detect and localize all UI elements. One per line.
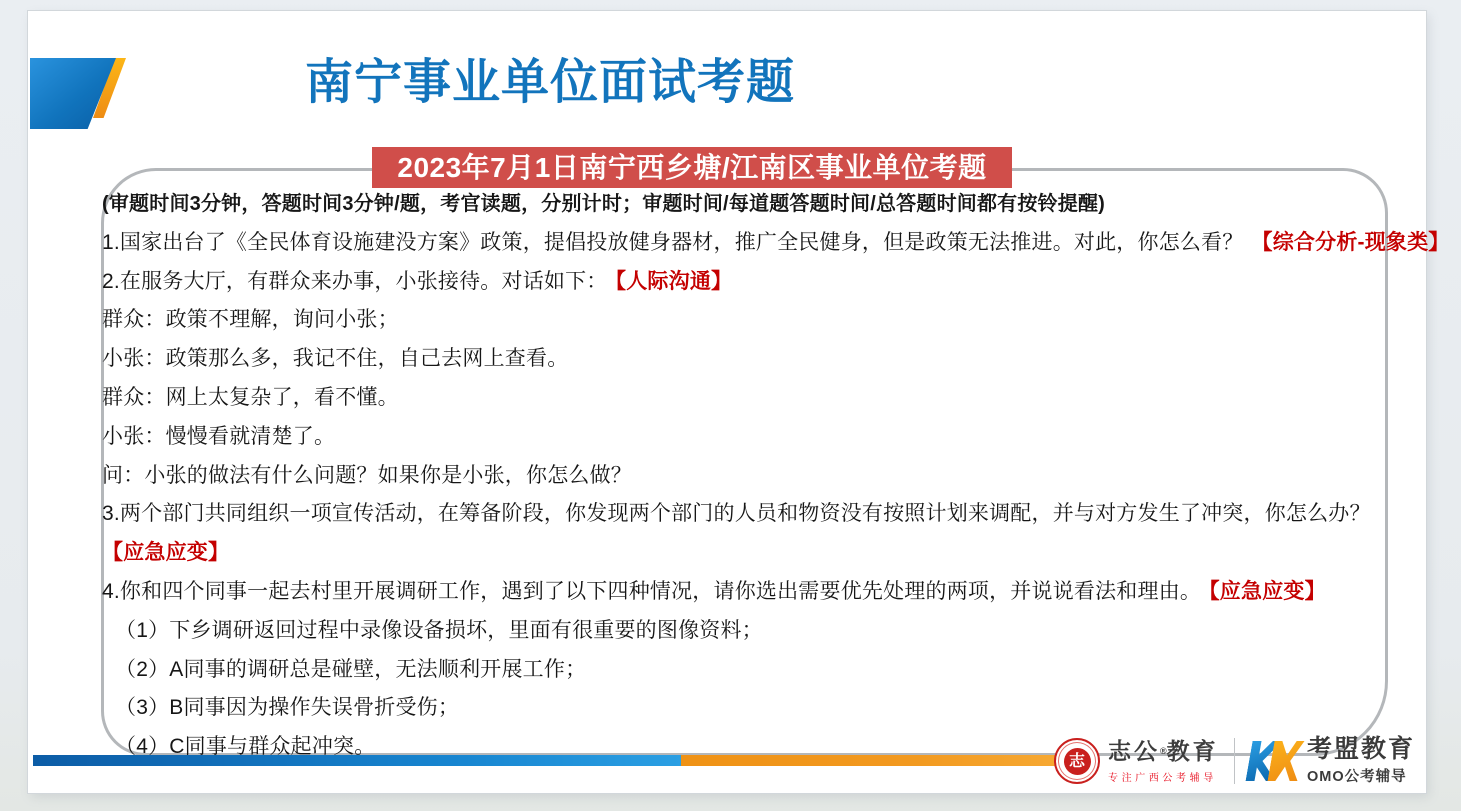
- kaomeng-brand: [1307, 736, 1415, 786]
- question-4-line: 4.你和四个同事一起去村里开展调研工作，遇到了以下四种情况，请你选出需要优先处理的两项，并说说看法和理由。 【应急应变】: [102, 579, 1326, 603]
- dialogue-line-2: 小张：政策那么多，我记不住，自己去网上查看。: [102, 347, 569, 371]
- dialogue-line-1: 群众：政策不理解，询问小张；: [102, 308, 399, 332]
- subitem-4-line: （4）C同事与群众起冲突。: [115, 735, 376, 759]
- zhigong-seal-icon: [1054, 738, 1100, 784]
- subitem-3-line: （3）B同事因为操作失误骨折受伤；: [115, 696, 460, 720]
- question-content: [102, 185, 1450, 767]
- page-title: 南宁事业单位面试考题: [305, 56, 796, 109]
- question-2-tag: 【人际沟通】: [615, 269, 733, 293]
- zhigong-brand-name: 志公®教育: [1108, 737, 1219, 764]
- date-banner: 2023年7月1日南宁西乡塘/江南区事业单位考题: [372, 147, 1012, 188]
- dialogue-line-3: 群众：网上太复杂了，看不懂。: [102, 385, 399, 409]
- subitem-2-line: （2）A同事的调研总是碰壁，无法顺利开展工作；: [115, 657, 587, 681]
- zhigong-seal-char: 志: [1064, 748, 1091, 775]
- kaomeng-logo-icon: [1247, 741, 1299, 781]
- dialogue-line-4: 小张：慢慢看就清楚了。: [102, 424, 336, 448]
- slide: [28, 11, 1450, 793]
- zhigong-brand: [1108, 739, 1224, 784]
- question-1-tag: 【综合分析-现象类】: [1251, 230, 1450, 254]
- exam-rules-line: (审题时间3分钟，答题时间3分钟/题，考官读题，分别计时；审题时间/每道题答题时间/总答题时间都有按铃提醒): [102, 193, 1106, 215]
- question-2-line: 2.在服务大厅，有群众来办事，小张接待。对话如下： 【人际沟通】: [102, 269, 733, 293]
- question-4-tag: 【应急应变】: [1209, 579, 1326, 603]
- registered-mark: ®: [1160, 745, 1167, 756]
- footer-logos: [1054, 734, 1415, 788]
- footer-divider: [1234, 738, 1235, 784]
- subitem-1-line: （1）下乡调研返回过程中录像设备损坏，里面有很重要的图像资料；: [115, 618, 763, 642]
- question-3-tag: 【应急应变】: [102, 541, 230, 565]
- question-3-line: 3.两个部门共同组织一项宣传活动，在筹备阶段，你发现两个部门的人员和物资没有按照计划来调配，并与对方发生了冲突，你怎么办？: [102, 502, 1371, 526]
- question-1-line: 1.国家出台了《全民体育设施建没方案》政策，提倡投放健身器材，推广全民健身，但是政策无法推进。对此，你怎么看？ 【综合分析-现象类】: [102, 230, 1450, 254]
- zhigong-slogan: 专注广西公考辅导: [1108, 772, 1217, 784]
- question-3-tag-line: [102, 534, 1410, 573]
- kaomeng-brand-name: 考盟教育: [1307, 735, 1416, 763]
- dialogue-question-line: 问：小张的做法有什么问题？如果你是小张，你怎么做？: [102, 463, 632, 487]
- kaomeng-slogan: OMO公考辅导: [1307, 769, 1407, 785]
